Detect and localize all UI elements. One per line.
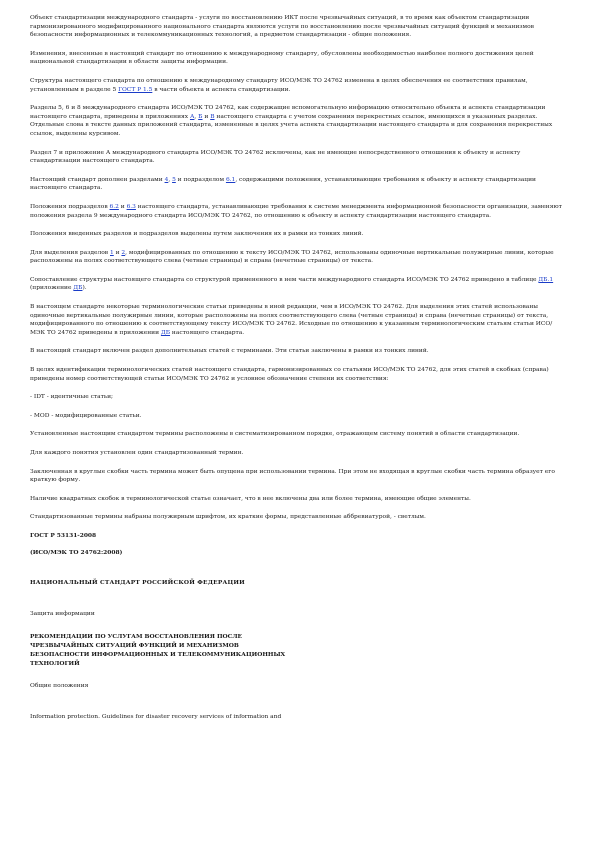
harmonized-standard: (ИСО/МЭК ТО 24762:2008) [30,548,123,556]
body-paragraph [30,468,565,485]
paragraph-text: В настоящий стандарт включен раздел дополнительных статей с терминами. Эти статьи заключены в рамки из тонких линий. [30,348,429,355]
reference-link[interactable]: В [210,113,215,120]
paragraph-text: Положения подразделов [30,203,110,210]
body-paragraph [30,347,565,356]
document-page [30,14,565,722]
paragraph-text: Объект стандартизации международного стандарта - услуги по восстановлению ИКТ после чрезвычайных ситуаций, в то время как объектом стандартизации гармонизированного модифицированного национального стандарта являются услуги по восстановлению после чрезвычайных ситуаций функций и механизмов безопасности информационных и телекоммуникационных технологий, а предметом стандартизации - общие положения. [30,15,534,39]
body-paragraph [30,77,565,94]
body-paragraph [30,303,565,337]
body-paragraph [30,176,565,193]
paragraph-text: Наличие квадратных скобок в терминологической статье означает, что в нее включены два или более термина, имеющие общие элементы. [30,495,471,502]
standard-code: ГОСТ Р 53131-2008 [30,531,97,539]
body-paragraph [30,412,565,421]
paragraph-text: , содержащими положения, устанавливающие требования к объекту и аспекту стандартизации настоящего стандарта. [30,176,536,192]
title-line: БЕЗОПАСНОСТИ ИНФОРМАЦИОННЫХ И ТЕЛЕКОММУНИКАЦИОННЫХ [30,651,286,659]
reference-link[interactable]: ДБ [160,329,171,336]
reference-link[interactable]: ГОСТ Р 1.5 [118,86,153,93]
paragraph-text: , [168,176,173,183]
title-line: РЕКОМЕНДАЦИИ ПО УСЛУГАМ ВОССТАНОВЛЕНИЯ ПОСЛЕ [30,633,243,641]
body-paragraph [30,495,565,504]
paragraph-text: Изменения, внесенные в настоящий стандарт по отношению к международному стандарту, обусловлены необходимостью наиболее полного достижения целей национальной стандартизации в области защиты информации. [30,50,534,66]
paragraph-text: и [113,249,122,256]
paragraph-text: и подразделом [175,176,226,183]
body-paragraph [30,366,565,383]
paragraph-text: Заключенная в круглые скобки часть термина может быть опущена при использовании термина. При этом не входящая в круглые скобки часть термина образует его краткую форму. [30,468,555,484]
reference-link[interactable]: 4 [164,176,169,183]
paragraph-text: Структура настоящего стандарта по отношению к международному стандарту ИСО/МЭК ТО 24762 изменена в целях обеспечения ее соответствия правилам, установленным в разделе 5 [30,77,528,93]
reference-link[interactable]: 6.3 [126,203,136,210]
paragraph-text: Разделы 5, 6 и 8 международного стандарта ИСО/МЭК ТО 24762, как содержащие вспомогательную информацию относительно объекта и аспекта стандартизации настоящего стандарта, приведены в приложениях [30,105,546,120]
body-paragraph [30,249,565,266]
reference-link[interactable]: ДБ.1 [538,276,554,283]
paragraph-text: Для выделения разделов [30,249,110,256]
paragraph-text: - MOD - модифицированные статьи. [30,412,142,419]
body-paragraph [30,276,565,293]
body-paragraph [30,449,565,458]
document-title [30,632,565,668]
reference-link[interactable]: ДБ [73,285,83,292]
english-title: Information protection. Guidelines for disaster recovery services of information and [30,713,282,720]
paragraph-text: (приложение [30,285,74,292]
body-paragraph [30,513,565,522]
paragraph-text: Установленные настоящим стандартом термины расположены в систематизированном порядке, отражающем систему понятий в области стандартизации. [30,431,520,438]
body-paragraphs [30,14,565,522]
section-heading: Защита информации [30,610,95,617]
title-line: ТЕХНОЛОГИЙ [30,660,80,668]
paragraph-text: Настоящий стандарт дополнен разделами [30,176,165,183]
body-paragraph [30,393,565,402]
reference-link[interactable]: 2 [121,249,126,256]
paragraph-text: настоящего стандарта, устанавливающие требования к системе менеджмента информационной безопасности организации, заменяют положения раздела 9 международного стандарта ИСО/МЭК ТО 24762, по отношению к объекту и аспекту стандартизации настоящего стандарта. [30,203,562,219]
reference-link[interactable]: 6.1 [225,176,236,183]
paragraph-text: В целях идентификации терминологических статей настоящего стандарта, гармонизированных со статьями ИСО/МЭК ТО 24762, для этих статей в скобках (справа) приведены номер соответствующей статьи ИСО/МЭК ТО 24762 и условное обозначение степени их соответствия: [30,367,549,382]
body-paragraph [30,149,565,166]
reference-link[interactable]: 6.2 [109,203,119,210]
body-paragraph [30,230,565,239]
paragraph-text: настоящего стандарта с учетом сохранения перекрестных ссылок, имеющихся в указанных разделах. Отдельные слова в тексте данных приложений стандарта, измененные в целях учета аспекта стандартизации настоящего стандарта и для сохранения перекрестных ссылок, выделены курсивом. [30,113,553,137]
document-subtitle: Общие положения [30,683,89,690]
paragraph-text: и [202,113,211,120]
paragraph-text: и [118,203,127,210]
paragraph-text: в части объекта и аспекта стандартизации. [152,86,291,93]
paragraph-text: настоящего стандарта. [170,329,245,336]
body-paragraph [30,203,565,220]
paragraph-text: - IDT - идентичные статьи; [30,394,114,401]
paragraph-text: Раздел 7 и приложение А международного стандарта ИСО/МЭК ТО 24762 исключены, как не имеющие непосредственного отношения к объекту и аспекту стандартизации настоящего стандарта. [30,149,521,165]
paragraph-text: ). [82,285,87,292]
reference-link[interactable]: А [189,113,195,120]
body-paragraph [30,430,565,439]
paragraph-text: , [194,113,199,120]
reference-link[interactable]: 1 [110,249,114,256]
paragraph-text: Положения введенных разделов и подразделов выделены путем заключения их в рамки из тонких линий. [30,231,364,238]
reference-link[interactable]: 5 [172,176,176,183]
body-paragraph [30,104,565,138]
paragraph-text: , модифицированных по отношению к тексту ИСО/МЭК ТО 24762, использованы одиночные вертикальные полужирные линии, которые расположены на полях соответствующего слева (четные страницы) и справа (нечетные страницы) от текста. [30,249,554,265]
paragraph-text: В настоящем стандарте некоторые терминологические статьи приведены в иной редакции, чем в ИСО/МЭК ТО 24762. Для выделения этих статей использованы одиночные вертикальные полужирные линии, которые расположены на полях соответствующего слева (четные страницы) и справа (нечетные страницы) от текста, модифицированного по отношению к соответствующему тексту ИСО/МЭК ТО 24762. Исходные по отношению к указанным терминологическим статьям статьи ИСО/МЭК ТО 24762 приведены в приложении [30,304,553,336]
paragraph-text: Сопоставление структуры настоящего стандарта со структурой примененного в нем части международного стандарта ИСО/МЭК ТО 24762 приведено в таблице [30,276,539,283]
reference-link[interactable]: Б [198,113,203,120]
title-line: ЧРЕЗВЫЧАЙНЫХ СИТУАЦИЙ ФУНКЦИЙ И МЕХАНИЗМОВ [30,642,239,650]
body-paragraph [30,50,565,67]
paragraph-text: Стандартизованные термины набраны полужирным шрифтом, их краткие формы, представленные аббревиатурой, - светлым. [30,514,426,521]
paragraph-text: Для каждого понятия установлен один стандартизованный термин. [30,450,244,456]
body-paragraph [30,14,565,40]
national-standard-heading: НАЦИОНАЛЬНЫЙ СТАНДАРТ РОССИЙСКОЙ ФЕДЕРАЦИИ [30,579,245,587]
